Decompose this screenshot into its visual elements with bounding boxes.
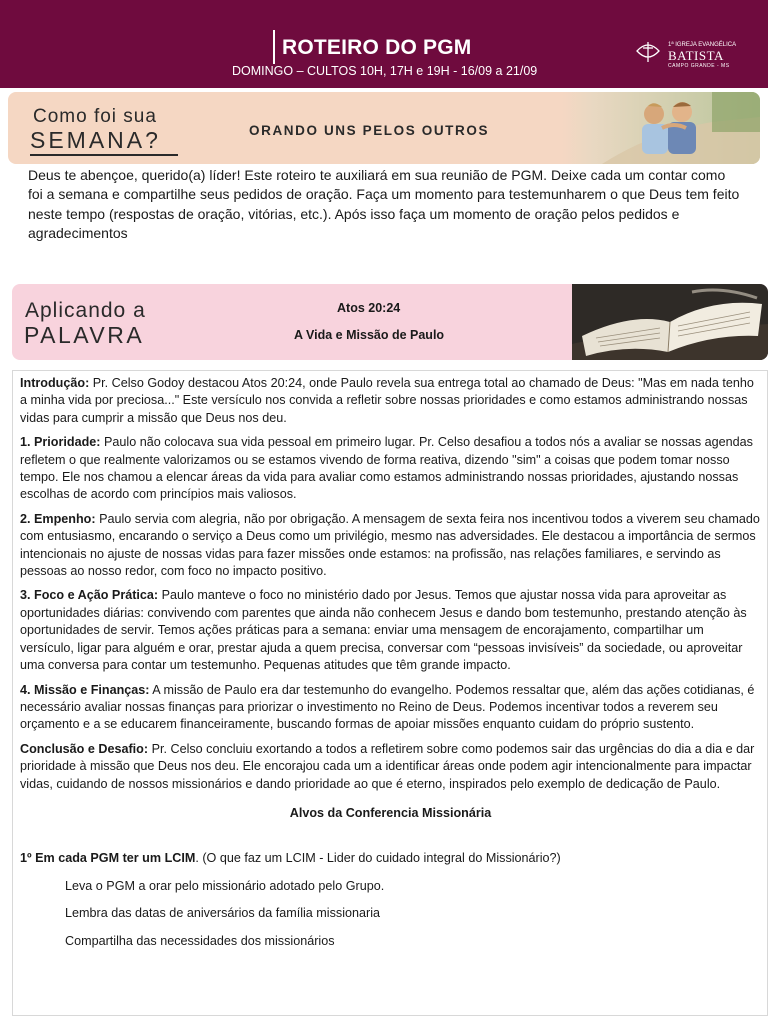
banner-palavra-line1: Aplicando a [25,299,146,322]
church-logo [634,36,737,72]
section-text: Paulo servia com alegria, não por obrigação. A mensagem de sexta feira nos incentivou todos a viverem seu chamado com entusiasmo, encarando o serviço a Deus como um privilégio, mesmo nas adversidades. Ele destacou a importância de sermos intencionais no ajuste de nossas vidas para fazer missões onde estamos: na profissão, nas relações familiares, e servindo as pessoas ao nosso redor, com foco no impacto positivo. [20,511,760,579]
banner-semana-underline [30,154,178,156]
section-conclusao [20,741,761,793]
section-text: Paulo manteve o foco no ministério dado por Jesus. Temos que ajustar nossa vida para aproveitar as oportunidades diárias: convivendo com parentes que ainda não conhecem Jesus e dando bom testemunho, prestando atenção às oportunidades de servir. Temos ações práticas para a semana: enviar uma mensagem de encorajamento, compartilhar um versículo, ligar para alguém e orar, prestar ajuda a quem precisa, conversar com “pessoas invisíveis” da sociedade, ou aproveitar uma conversa para contar um testemunho. Pequenas atitudes que têm grande impacto. [20,588,747,673]
section-text: Pr. Celso Godoy destacou Atos 20:24, onde Paulo revela sua entrega total ao chamado de Deus: "Mas em nada tenho a minha vida por preciosa..." Este versículo nos convida a refletir sobre nossas prioridades e como estamos administrando nossas vidas para cumprir a missão que Deus nos deu. [20,376,754,425]
intro-paragraph: Deus te abençoe, querido(a) líder! Este roteiro te auxiliará em sua reunião de PGM. Deixe cada um contar como foi a semana e compartilhe seus pedidos de oração. Faça um momento para testemunharem o que Deus tem feito neste tempo (respostas de oração, vitórias, etc.). Após isso faça um momento de oração pelos pedidos e agradecimentos [28,167,740,242]
header-bar [0,0,768,88]
sermon-content [12,370,768,1016]
goal-subitem: Lembra das datas de aniversários da família missionaria [65,906,380,921]
bible-reference: Atos 20:24 [337,301,401,315]
logo-small-text: 1ª IGREJA EVANGÉLICA [668,42,737,48]
sermon-theme: A Vida e Missão de Paulo [294,328,445,342]
fish-cross-icon [634,36,662,66]
goal-subitem: Leva o PGM a orar pelo missionário adotado pelo Grupo. [65,878,385,893]
section-heading: 3. Foco e Ação Prática: [20,588,159,603]
section-text: A missão de Paulo era dar testemunho do evangelho. Podemos ressaltar que, além das ações cotidianas, é necessário avaliar nossas finanças para priorizar o investimento no Reino de Deus. Podemos incentivar todos a reverem seu orçamento e a se educarem financeiramente, buscando formas de apoiar missões enquanto cuidam do próprio sustento. [20,682,755,732]
section-introducao [20,375,761,427]
header-divider [273,30,275,64]
goals-title: Alvos da Conferencia Missionária [289,805,492,820]
section-heading: 4. Missão e Finanças: [20,682,150,697]
banner-palavra-line2: PALAVRA [24,322,145,348]
section-empenho [20,511,761,581]
goal-text: . (O que faz um LCIM - Lider do cuidado integral do Missionário?) [195,851,561,866]
section-missao-financas [20,682,761,734]
goal-item-1 [20,850,761,867]
children-photo [562,92,760,164]
section-heading: Introdução: [20,376,90,390]
section-heading: Conclusão e Desafio: [20,741,149,756]
section-text: Paulo não colocava sua vida pessoal em primeiro lugar. Pr. Celso desafiou a todos nós a avaliar se nossas agendas refletem o que realmente valorizamos ou se estamos vivendo de forma reativa, dizendo "sim" a coisas que podem tomar nosso tempo. Ele nos chamou a elencar áreas da vida para avaliar como estamos administrando nossas prioridades, ajustando nossas escolhas de acordo com princípios mais valiosos. [20,435,753,502]
banner-semana-line1: Como foi sua [33,106,157,127]
section-prioridade [20,434,761,504]
goal-subitem: Compartilha das necessidades dos missionários [65,933,335,948]
page-subtitle: DOMINGO – CULTOS 10H, 17H e 19H - 16/09 a 21/09 [232,64,538,78]
banner-semana [8,92,760,164]
section-foco [20,587,761,674]
logo-main-text: BATISTA [668,48,724,63]
banner-palavra [12,284,768,360]
section-heading: 1. Prioridade: [20,435,101,450]
banner-semana-line2: SEMANA? [30,127,161,153]
section-heading: 2. Empenho: [20,511,96,526]
goal-heading: 1º Em cada PGM ter um LCIM [20,851,196,866]
page-title: ROTEIRO DO PGM [282,36,472,59]
section-text: Pr. Celso concluiu exortando a todos a refletirem sobre como podemos sair das urgências do dia a dia e dar prioridade à missão que Deus nos deu. Ele encorajou cada um a identificar áreas onde podem agir intencionalmente para impactar vidas, cuidando de nossos missionários e dando prioridade ao que é eterno, inspirados pelo exemplo de dedicação de Paulo. [20,741,755,791]
banner-semana-subtitle: ORANDO UNS PELOS OUTROS [249,123,490,138]
open-bible-photo [572,284,768,360]
logo-city-text: CAMPO GRANDE - MS [668,63,730,69]
